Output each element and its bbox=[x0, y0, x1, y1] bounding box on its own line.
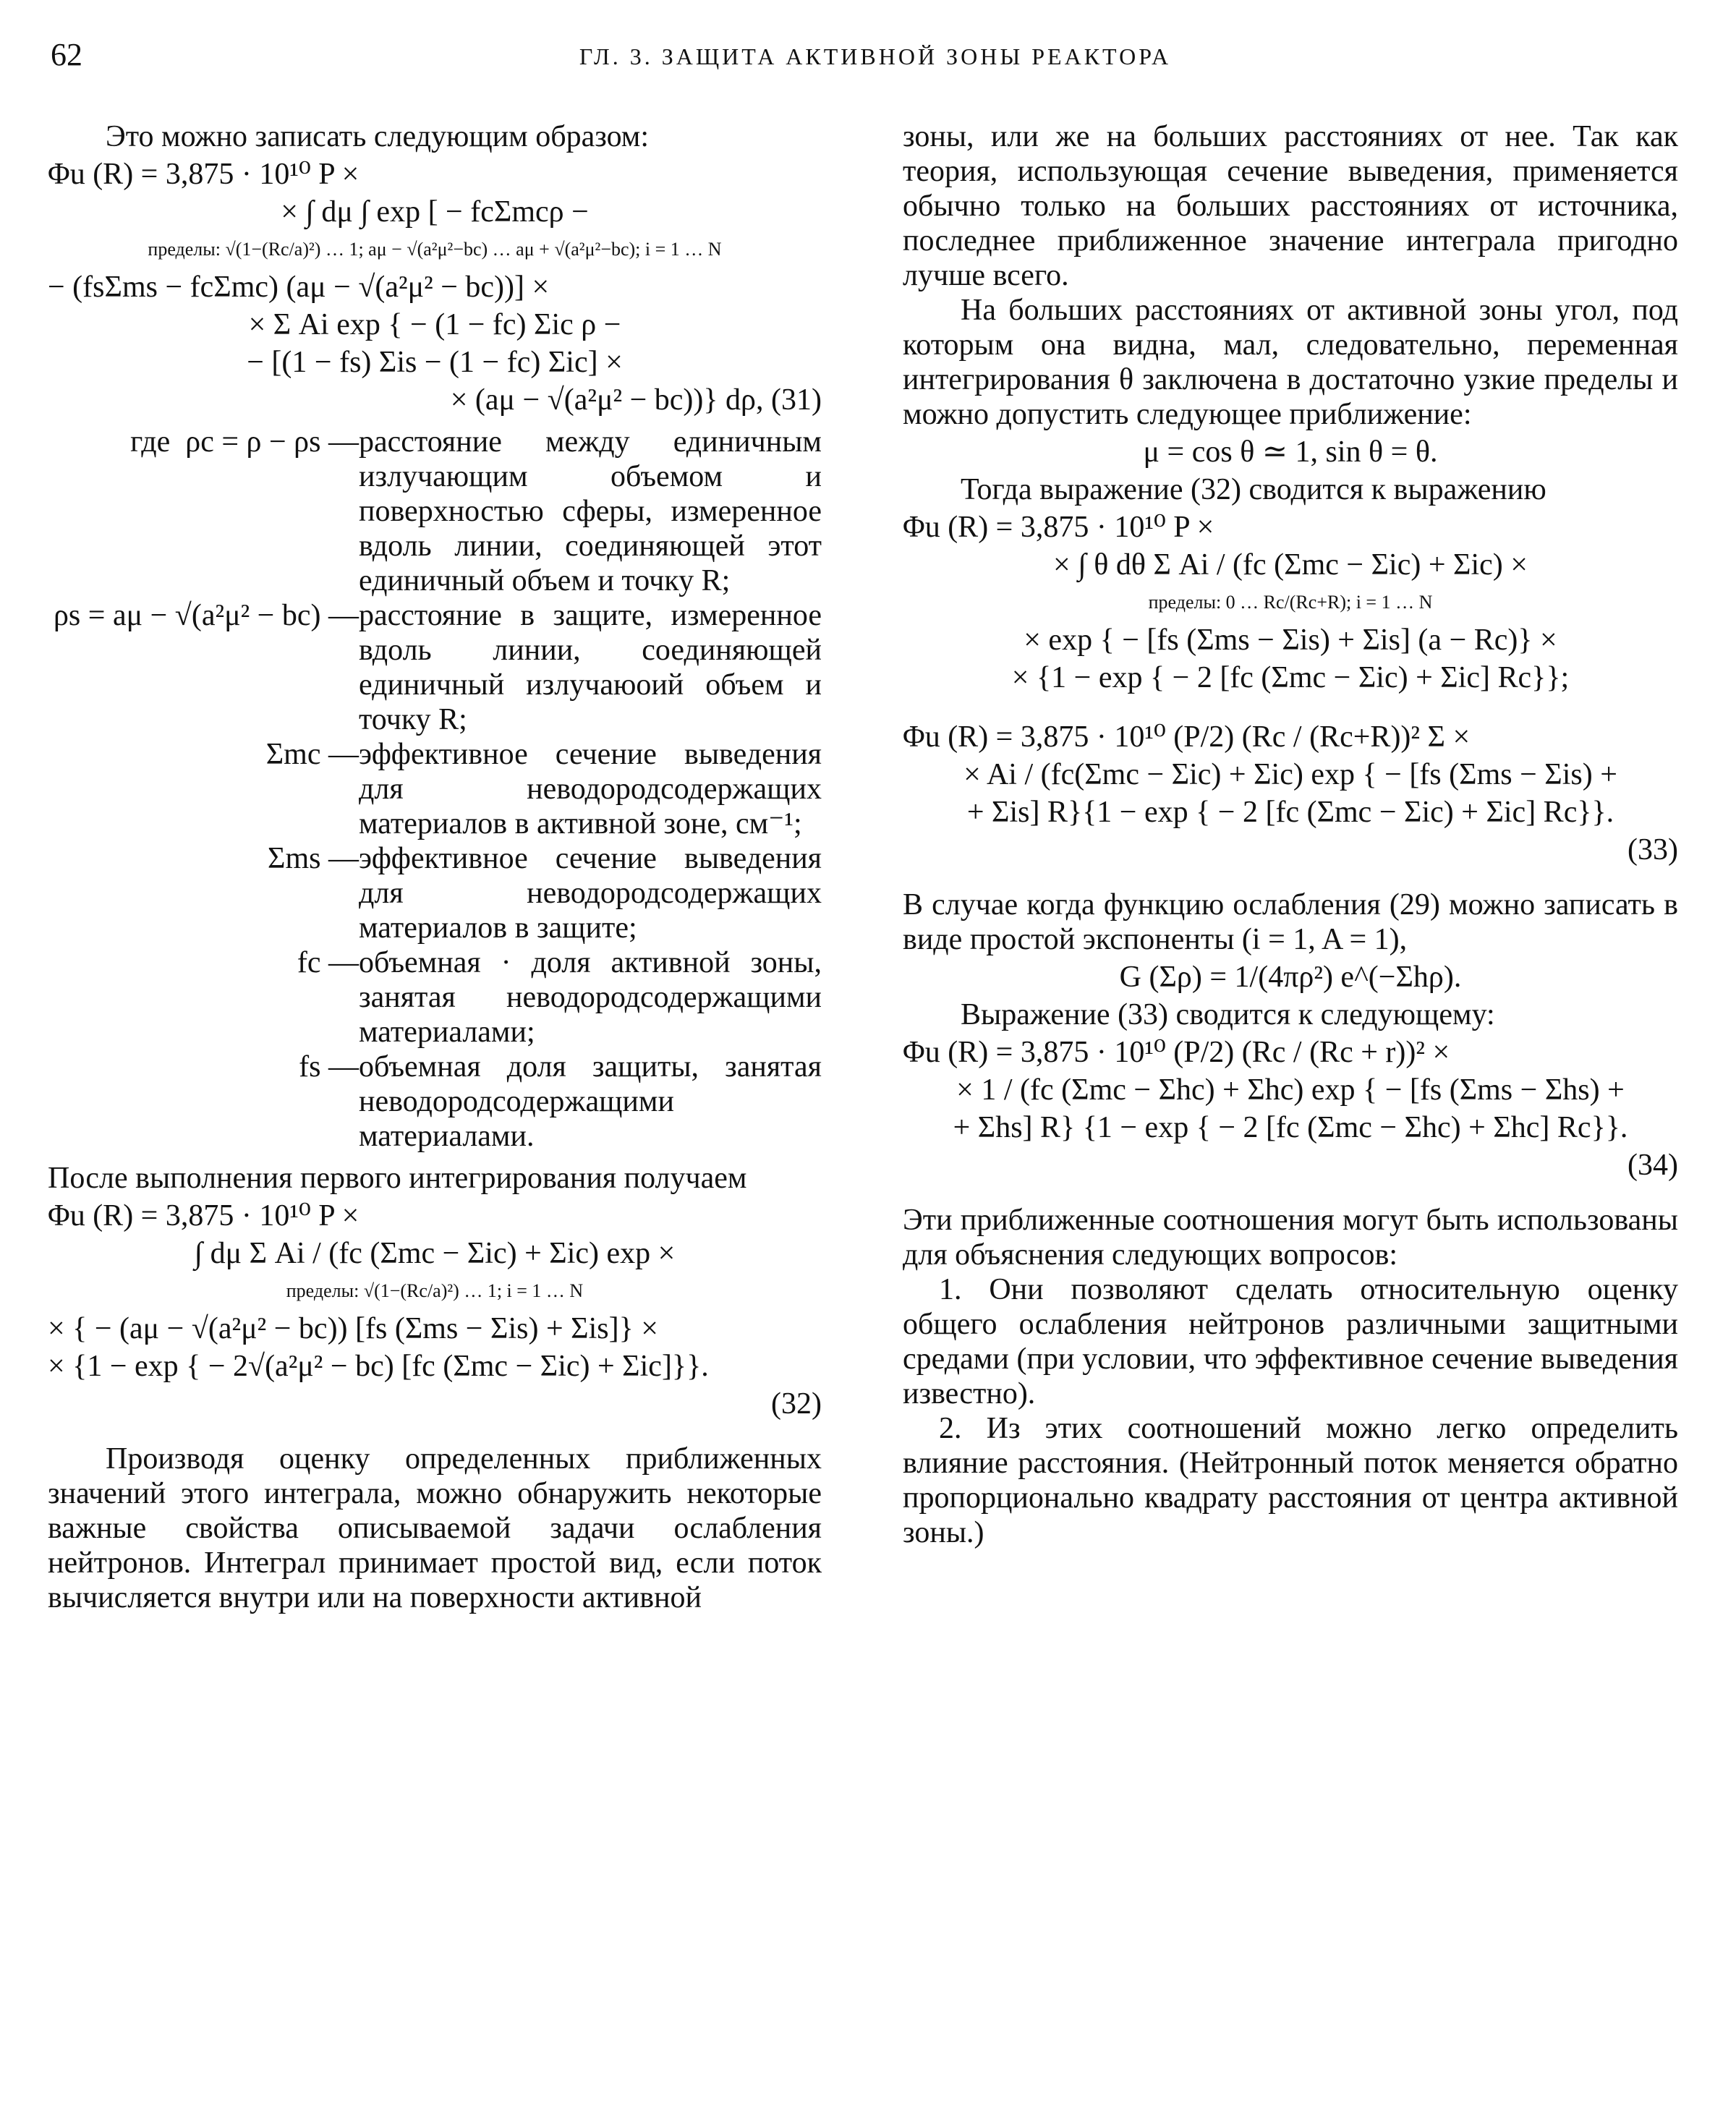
after-integration-text: После выполнения первого интегрирования получаем bbox=[48, 1162, 747, 1195]
g-formula: G (Σρ) = 1/(4πρ²) e^(−Σhρ). bbox=[1119, 961, 1462, 994]
glossary bbox=[48, 425, 822, 1154]
glossary-text: эффективное сечение выведения для неводородсодержащих материалов в защите; bbox=[359, 842, 822, 945]
continuation-paragraph: зоны, или же на больших расстояниях от нее. Так как теория, использующая сечение выведения, применяется обычно только на больших расстояниях от источника, последнее приближенное значение интеграла пригодно лучше всего. bbox=[903, 120, 1678, 292]
glossary-symbol: fc — bbox=[297, 946, 359, 979]
list-item-2: 2. Из этих соотношений можно легко определить влияние расстояния. (Нейтронный поток меняется обратно пропорционально квадрату расстояния от центра активной зоны.) bbox=[903, 1412, 1678, 1549]
eq33-line-1: Φu (R) = 3,875 · 10¹⁰ (P/2) (Rc / (Rc+R))² Σ × bbox=[903, 720, 1471, 754]
running-title: ГЛ. 3. ЗАЩИТА АКТИВНОЙ ЗОНЫ РЕАКТОРА bbox=[579, 43, 1172, 69]
reduces-text: Выражение (33) сводится к следующему: bbox=[961, 998, 1495, 1031]
glossary-row bbox=[48, 1050, 822, 1154]
eq32-line-2: ∫ dμ Σ Ai / (fc (Σmc − Σic) + Σic) exp × bbox=[194, 1237, 676, 1270]
list-item-1: 1. Они позволяют сделать относительную оценку общего ослабления нейтронов различными защитными средами (при условии, что эффективное сечение выведения известно). bbox=[903, 1273, 1678, 1410]
eq31-line-1: Φu (R) = 3,875 · 10¹⁰ P × bbox=[48, 158, 359, 191]
approximation-formula: μ = cos θ ≃ 1, sin θ = θ. bbox=[1143, 435, 1438, 469]
eq34-line-1: Φu (R) = 3,875 · 10¹⁰ (P/2) (Rc / (Rc + r))² × bbox=[903, 1036, 1450, 1069]
eq32-line-1: Φu (R) = 3,875 · 10¹⁰ P × bbox=[48, 1199, 359, 1233]
closing-paragraph: Производя оценку определенных приближенных значений этого интеграла, можно обнаружить некоторые важные свойства описываемой задачи ослабления нейтронов. Интеграл принимает простой вид, если поток вычисляется внутри или на поверхности активной bbox=[48, 1442, 822, 1614]
eqa-integral-limits: пределы: 0 … Rc/(Rc+R); i = 1 … N bbox=[1148, 592, 1433, 613]
eq31-line-6: × (aμ − √(a²μ² − bc))} dρ, (31) bbox=[450, 383, 822, 417]
eq32-number: (32) bbox=[771, 1387, 822, 1421]
intro-text: Это можно записать следующим образом: bbox=[106, 120, 650, 153]
glossary-text: расстояние между единичным излучающим объемом и поверхностью сферы, измеренное вдоль линии, соединяющей этот единичный объем и точку R; bbox=[359, 425, 822, 597]
glossary-row bbox=[48, 425, 822, 598]
glossary-row bbox=[48, 737, 822, 841]
eqa-line-4: × {1 − exp { − 2 [fc (Σmc − Σic) + Σic] Rc}}; bbox=[1011, 661, 1570, 694]
eq31-integral-limits: пределы: √(1−(Rc/a)²) … 1; aμ − √(a²μ²−bc) … aμ + √(a²μ²−bc); i = 1 … N bbox=[148, 239, 722, 260]
eq32-integral-limits: пределы: √(1−(Rc/a)²) … 1; i = 1 … N bbox=[286, 1280, 584, 1301]
eq32-line-4: × {1 − exp { − 2√(a²μ² − bc) [fc (Σmc − Σic) + Σic]}}. bbox=[48, 1350, 709, 1383]
right-column bbox=[903, 119, 1678, 1550]
glossary-row bbox=[48, 945, 822, 1050]
eqa-line-1: Φu (R) = 3,875 · 10¹⁰ P × bbox=[903, 511, 1214, 544]
eq31-line-2: × ∫ dμ ∫ exp [ − fcΣmcρ − bbox=[281, 195, 589, 229]
glossary-symbol: ρs = aμ − √(a²μ² − bc) — bbox=[53, 599, 359, 632]
case-text: В случае когда функцию ослабления (29) можно записать в виде простой экспоненты (i = 1, A = 1), bbox=[903, 888, 1678, 956]
equation-31 bbox=[48, 157, 822, 417]
eq33-number: (33) bbox=[1628, 833, 1678, 867]
eq31-line-3: − (fsΣms − fcΣmc) (aμ − √(a²μ² − bc))] × bbox=[48, 271, 550, 304]
eq34-line-3: + Σhs] R} {1 − exp { − 2 [fc (Σmc − Σhc) + Σhc] Rc}}. bbox=[953, 1111, 1628, 1144]
glossary-where: где ρc = ρ − ρs — bbox=[130, 425, 359, 459]
eq31-line-5: − [(1 − fs) Σis − (1 − fc) Σic] × bbox=[247, 346, 623, 379]
glossary-text: объемная · доля активной зоны, занятая неводородсодержащими материалами; bbox=[359, 946, 822, 1049]
equation-32 bbox=[48, 1199, 822, 1421]
glossary-text: эффективное сечение выведения для неводородсодержащих материалов в активной зоне, см⁻¹; bbox=[359, 738, 822, 840]
page-number: 62 bbox=[51, 37, 82, 72]
glossary-row bbox=[48, 598, 822, 737]
paragraph-large-distances: На больших расстояниях от активной зоны угол, под которым она видна, мал, следовательно, переменная интегрирования θ заключена в достаточно узкие пределы и можно допустить следующее приближение: bbox=[903, 294, 1678, 431]
eq32-line-3: × { − (aμ − √(a²μ² − bc)) [fs (Σms − Σis) + Σis]} × bbox=[48, 1312, 658, 1345]
eq31-line-4: × Σ Ai exp { − (1 − fc) Σic ρ − bbox=[248, 308, 621, 341]
left-column bbox=[48, 119, 822, 1615]
eq34-line-2: × 1 / (fc (Σmc − Σhc) + Σhc) exp { − [fs (Σms − Σhs) + bbox=[956, 1073, 1625, 1107]
glossary-symbol: fs — bbox=[299, 1050, 359, 1084]
equation-33 bbox=[903, 720, 1678, 867]
eq33-line-3: + Σis] R}{1 − exp { − 2 [fc (Σmc − Σic) + Σic] Rc}}. bbox=[966, 796, 1614, 829]
eq33-line-2: × Ai / (fc(Σmc − Σic) + Σic) exp { − [fs (Σms − Σis) + bbox=[963, 758, 1617, 791]
glossary-text: расстояние в защите, измеренное вдоль линии, соединяющей единичный излучаюоий объем и точку R; bbox=[359, 599, 822, 736]
eq34-number: (34) bbox=[1628, 1149, 1678, 1182]
glossary-symbol: Σmc — bbox=[265, 738, 359, 771]
eqa-line-3: × exp { − [fs (Σms − Σis) + Σis] (a − Rc)} × bbox=[1024, 623, 1557, 657]
reduction-text: Тогда выражение (32) сводится к выражению bbox=[961, 473, 1546, 506]
glossary-symbol: Σms — bbox=[268, 842, 359, 875]
equation-intermediate bbox=[903, 510, 1678, 695]
usage-paragraph: Эти приближенные соотношения могут быть использованы для объяснения следующих вопросов: bbox=[903, 1204, 1678, 1272]
equation-34 bbox=[903, 1035, 1678, 1183]
glossary-text: объемная доля защиты, занятая неводородсодержащими материалами. bbox=[359, 1050, 822, 1153]
glossary-row bbox=[48, 841, 822, 945]
eqa-line-2: × ∫ θ dθ Σ Ai / (fc (Σmc − Σic) + Σic) × bbox=[1053, 548, 1528, 582]
